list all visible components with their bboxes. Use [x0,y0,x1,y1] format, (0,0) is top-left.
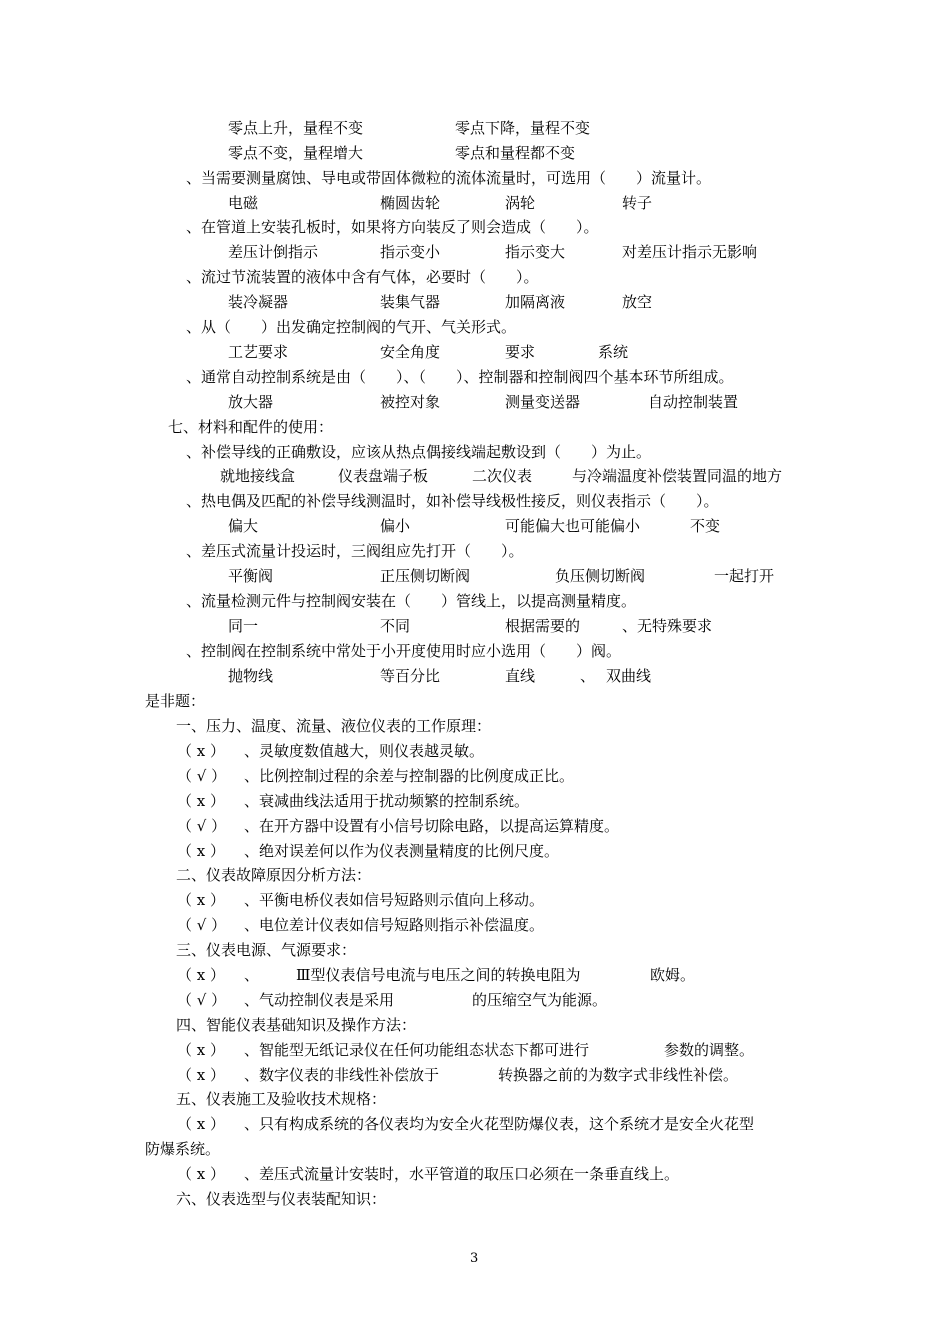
option-text: 可能偏大也可能偏小 [505,517,641,535]
option-text: 差压计倒指示 [228,243,319,261]
option-text: 转子 [622,194,653,212]
option-text: 同一 [228,617,259,635]
statement-text: 的压缩空气为能源。 [472,991,608,1009]
option-text: 放大器 [228,393,274,411]
option-text: 、无特殊要求 [622,617,713,635]
question-text: 、当需要测量腐蚀、导电或带固体微粒的流体流量时，可选用（ ）流量计。 [186,169,712,187]
statement-text: 、数字仪表的非线性补偿放于 [244,1066,440,1084]
option-text: 电磁 [228,194,259,212]
answer-mark: （ x ） [177,742,225,760]
option-text: 加隔离液 [505,293,566,311]
question-text: 、补偿导线的正确敷设，应该从热点偶接线端起敷设到（ ）为止。 [186,443,652,461]
option-text: 自动控制装置 [648,393,739,411]
option-text: 双曲线 [606,667,652,685]
option-text: 直线 [505,667,536,685]
answer-mark: （ √ ） [177,767,227,785]
section-heading: 三、仪表电源、气源要求： [176,941,357,959]
statement-text: 、衰减曲线法适用于扰动频繁的控制系统。 [244,792,530,810]
question-text: 、从（ ）出发确定控制阀的气开、气关形式。 [186,318,517,336]
option-text: 被控对象 [380,393,441,411]
option-text: 平衡阀 [228,567,274,585]
statement-text: Ⅲ型仪表信号电流与电压之间的转换电阻为 [296,966,581,984]
answer-mark: （ √ ） [177,916,227,934]
answer-mark: （ x ） [177,891,225,909]
option-text: 椭圆齿轮 [380,194,441,212]
statement-text: 转换器之前的为数字式非线性补偿。 [498,1066,739,1084]
statement-text: 、绝对误差何以作为仪表测量精度的比例尺度。 [244,842,560,860]
answer-mark: （ x ） [177,1066,225,1084]
question-text: 、差压式流量计投运时，三阀组应先打开（ ）。 [186,542,524,560]
option-text: 一起打开 [714,567,775,585]
question-text: 、控制阀在控制系统中常处于小开度使用时应小选用（ ）阀。 [186,642,622,660]
answer-mark: （ x ） [177,1041,225,1059]
option-text: 抛物线 [228,667,274,685]
statement-text: 、比例控制过程的余差与控制器的比例度成正比。 [244,767,575,785]
option-text: 对差压计指示无影响 [622,243,758,261]
section-heading: 二、仪表故障原因分析方法： [176,866,372,884]
option-text: 指示变小 [380,243,441,261]
statement-text: 、电位差计仪表如信号短路则指示补偿温度。 [244,916,545,934]
option-text: 零点下降，量程不变 [455,119,591,137]
answer-mark: （ x ） [177,1165,225,1183]
statement-text: 、差压式流量计安装时，水平管道的取压口必须在一条垂直线上。 [244,1165,680,1183]
option-text: 零点不变，量程增大 [228,144,364,162]
answer-mark: （ x ） [177,842,225,860]
statement-text: 、 [244,966,260,984]
option-text: 工艺要求 [228,343,289,361]
statement-text: 欧姆。 [650,966,696,984]
option-text: 零点和量程都不变 [455,144,576,162]
option-text: 装冷凝器 [228,293,289,311]
statement-text: 参数的调整。 [664,1041,755,1059]
option-text: 系统 [598,343,629,361]
option-text: 偏大 [228,517,259,535]
statement-text: 、在开方器中设置有小信号切除电路，以提高运算精度。 [244,817,620,835]
answer-mark: （ x ） [177,792,225,810]
page-number: 3 [470,1251,479,1266]
question-text: 、流量检测元件与控制阀安装在（ ）管线上，以提高测量精度。 [186,592,637,610]
answer-mark: （ √ ） [177,817,227,835]
option-text: 要求 [505,343,536,361]
statement-text: 、平衡电桥仪表如信号短路则示值向上移动。 [244,891,545,909]
option-text: 安全角度 [380,343,441,361]
option-text: 装集气器 [380,293,441,311]
option-text: 零点上升，量程不变 [228,119,364,137]
statement-text: 、智能型无纸记录仪在任何功能组态状态下都可进行 [244,1041,590,1059]
statement-text: 、只有构成系统的各仪表均为安全火花型防爆仪表，这个系统才是安全火花型 [244,1115,755,1133]
section-heading: 四、智能仪表基础知识及操作方法： [176,1016,417,1034]
question-text: 、在管道上安装孔板时，如果将方向装反了则会造成（ ）。 [186,218,599,236]
option-text: 偏小 [380,517,411,535]
option-text: 指示变大 [505,243,566,261]
section-heading: 六、仪表选型与仪表装配知识： [176,1190,387,1208]
statement-continuation: 防爆系统。 [145,1140,221,1158]
answer-mark: （ x ） [177,966,225,984]
option-text: 不同 [380,617,411,635]
option-text: 负压侧切断阀 [555,567,646,585]
option-text: 放空 [622,293,653,311]
statement-text: 、灵敏度数值越大，则仪表越灵敏。 [244,742,485,760]
question-text: 、流过节流装置的液体中含有气体，必要时（ ）。 [186,268,539,286]
option-text: 、 [580,667,596,685]
question-text: 、热电偶及匹配的补偿导线测温时，如补偿导线极性接反，则仪表指示（ ）。 [186,492,719,510]
option-text: 测量变送器 [505,393,581,411]
option-text: 根据需要的 [505,617,581,635]
option-text: 涡轮 [505,194,536,212]
option-text: 等百分比 [380,667,441,685]
section-title: 是非题： [145,692,206,710]
option-text: 就地接线盒 [220,467,296,485]
option-text: 二次仪表 [472,467,533,485]
section-heading: 七、材料和配件的使用： [168,418,334,436]
option-text: 仪表盘端子板 [338,467,429,485]
answer-mark: （ x ） [177,1115,225,1133]
statement-text: 、气动控制仪表是采用 [244,991,395,1009]
answer-mark: （ √ ） [177,991,227,1009]
section-heading: 五、仪表施工及验收技术规格： [176,1090,387,1108]
section-heading: 一、压力、温度、流量、液位仪表的工作原理： [176,717,492,735]
option-text: 不变 [690,517,721,535]
option-text: 与冷端温度补偿装置同温的地方 [572,467,783,485]
option-text: 正压侧切断阀 [380,567,471,585]
question-text: 、通常自动控制系统是由（ ）、（ ）、控制器和控制阀四个基本环节所组成。 [186,368,734,386]
